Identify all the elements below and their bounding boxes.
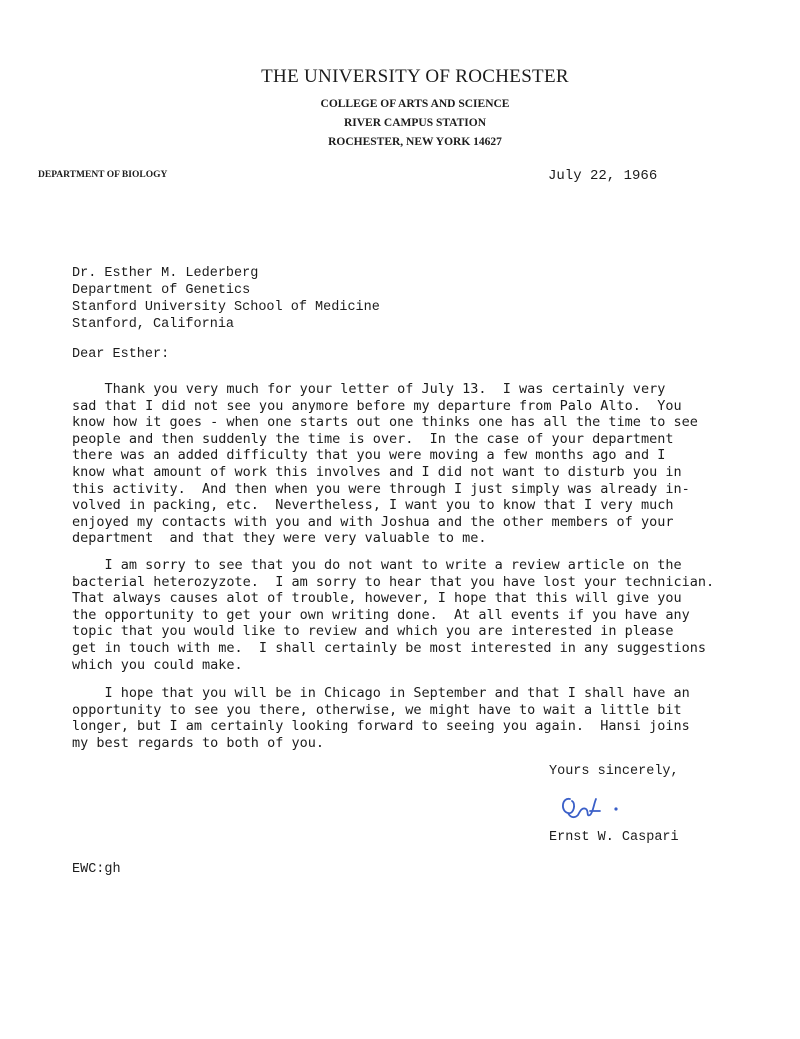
body-paragraph-2: I am sorry to see that you do not want to write a review article on the bacterial heterozyzote. I am sorry to hear that you have lost your technician. That always causes alot of trouble, however, I hope that this will give you the opportunity to get your own writing done. At all events if you have any topic that you would like to review and which you are interested in please get in touch with me. I shall certainly be most interested in any suggestions which you could make. (72, 557, 715, 673)
letterhead-address (30, 95, 800, 152)
city-state: ROCHESTER, NEW YORK 14627 (328, 136, 502, 148)
recipient-location: Stanford, California (72, 317, 235, 332)
typist-initials: EWC:gh (72, 862, 121, 877)
institution-name: THE UNIVERSITY OF ROCHESTER (261, 66, 569, 87)
salutation: Dear Esther: (72, 347, 170, 362)
letter-date: July 22, 1966 (548, 168, 658, 184)
letterhead (0, 66, 800, 152)
college-name: COLLEGE OF ARTS AND SCIENCE (320, 98, 510, 110)
recipient-address (72, 265, 380, 333)
closing: Yours sincerely, (549, 764, 679, 779)
recipient-department: Department of Genetics (72, 283, 251, 298)
body-paragraph-3: I hope that you will be in Chicago in September and that I shall have an opportunity to see you there, otherwise, we might have to wait a little bit longer, but I am certainly looking forward to seeing you again. Hansi joins my best regards to both of you. (72, 685, 690, 751)
recipient-name: Dr. Esther M. Lederberg (72, 266, 259, 281)
body-paragraph-1: Thank you very much for your letter of July 13. I was certainly very sad that I did not see you anymore before my departure from Palo Alto. You know how it goes - when one starts out one thinks one has all the time to see people and then suddenly the time is over. In the case of your department there was an added difficulty that you were moving a few months ago and I know what amount of work this involves and I did not want to disturb you in this activity. And then when you were through I just simply was already in- volved in packing, etc. Nevertheless, I want you to know that I very much enjoyed my contacts with you and with Joshua and the other members of your department and that they were very valuable to me. (72, 381, 698, 547)
campus-station: RIVER CAMPUS STATION (343, 117, 487, 129)
department-label: DEPARTMENT OF BIOLOGY (38, 170, 168, 180)
recipient-school: Stanford University School of Medicine (72, 300, 380, 315)
signer-name: Ernst W. Caspari (549, 830, 679, 845)
handwritten-signature (556, 789, 636, 825)
